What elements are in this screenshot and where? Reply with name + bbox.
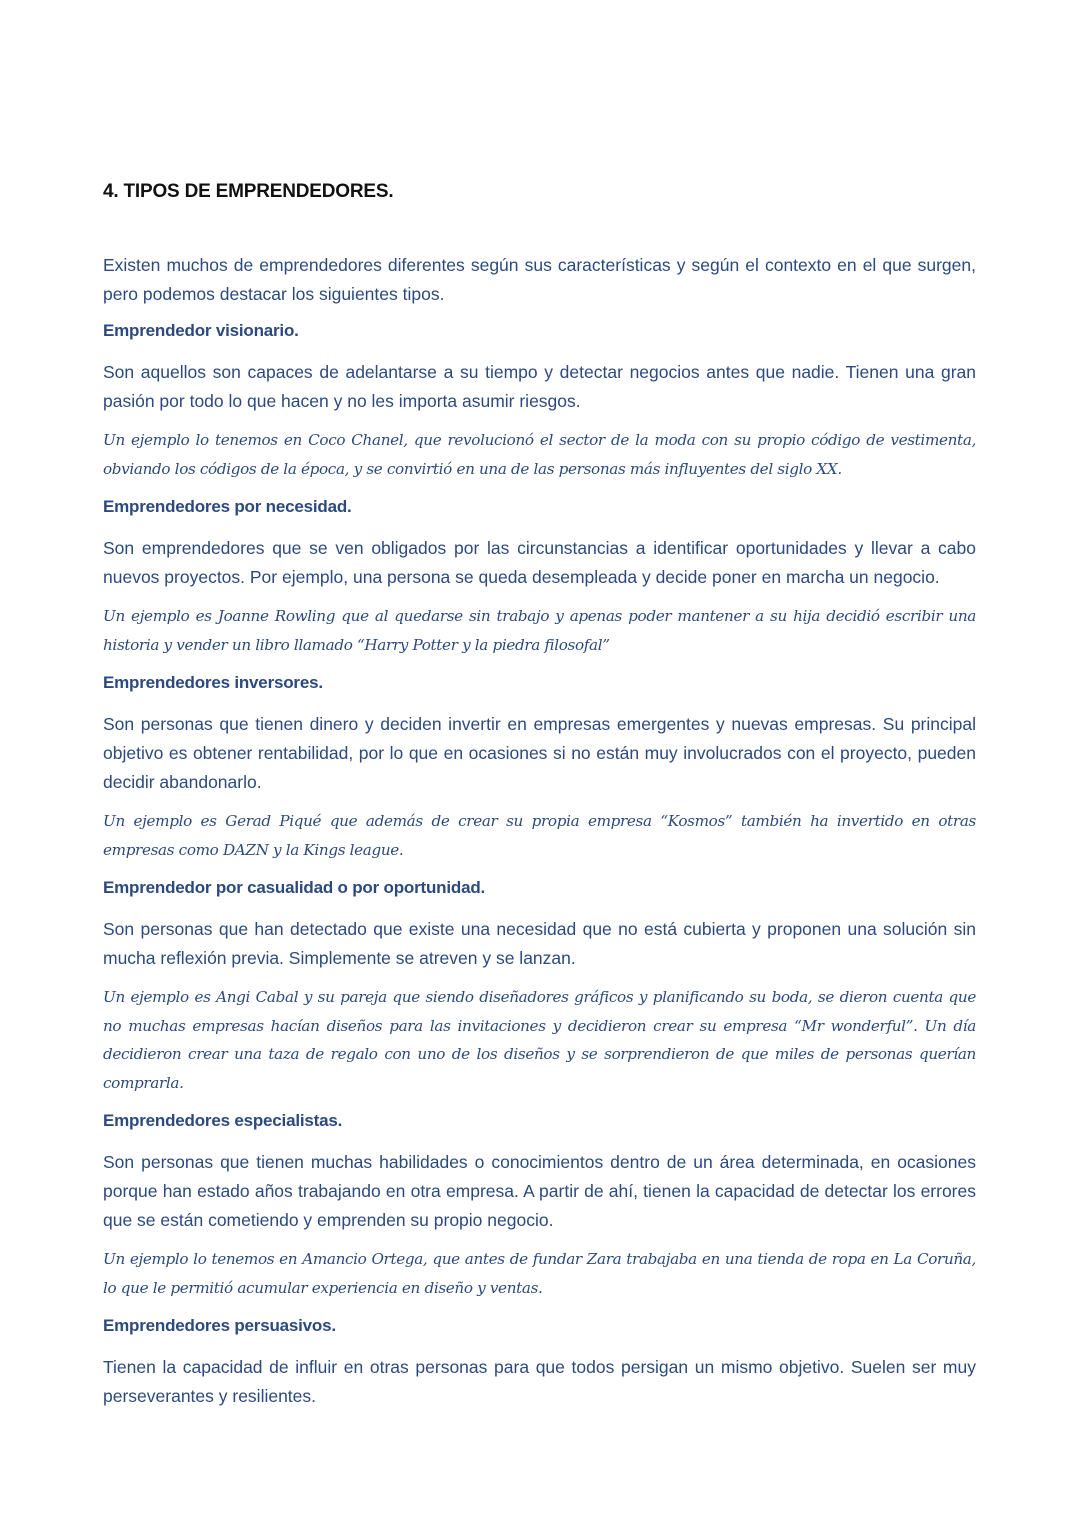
type-example: Un ejemplo lo tenemos en Amancio Ortega, que antes de fundar Zara trabajaba en una tienda de ropa en La Coruña, lo que le permitió acumular experiencia en diseño y ventas. xyxy=(103,1250,976,1297)
type-heading: Emprendedores persuasivos. xyxy=(103,1316,336,1335)
type-necesidad xyxy=(103,495,976,659)
type-description: Son personas que tienen muchas habilidades o conocimientos dentro de un área determinada, en ocasiones porque han estado años trabajando en otra empresa. A partir de ahí, tienen la capacidad de detectar los errores que se están cometiendo y emprenden su propio negocio. xyxy=(103,1152,976,1230)
type-heading: Emprendedores por necesidad. xyxy=(103,497,352,516)
type-description: Son emprendedores que se ven obligados por las circunstancias a identificar oportunidades y llevar a cabo nuevos proyectos. Por ejemplo, una persona se queda desempleada y decide poner en marcha un negocio. xyxy=(103,538,976,587)
type-heading: Emprendedor por casualidad o por oportunidad. xyxy=(103,878,486,897)
type-description: Son personas que han detectado que existe una necesidad que no está cubierta y proponen una solución sin mucha reflexión previa. Simplemente se atreven y se lanzan. xyxy=(103,919,976,968)
type-heading: Emprendedores especialistas. xyxy=(103,1111,343,1130)
type-heading: Emprendedor visionario. xyxy=(103,321,299,340)
intro-paragraph: Existen muchos de emprendedores diferentes según sus características y según el contexto en el que surgen, pero podemos destacar los siguientes tipos. xyxy=(103,255,976,304)
type-description: Son aquellos son capaces de adelantarse a su tiempo y detectar negocios antes que nadie. Tienen una gran pasión por todo lo que hacen y no les importa asumir riesgos. xyxy=(103,362,976,411)
type-description: Tienen la capacidad de influir en otras personas para que todos persigan un mismo objetivo. Suelen ser muy perseverantes y resilientes. xyxy=(103,1357,976,1406)
type-visionario xyxy=(103,319,976,483)
type-example: Un ejemplo lo tenemos en Coco Chanel, que revolucionó el sector de la moda con su propio código de vestimenta, obviando los códigos de la época, y se convirtió en una de las personas más influyentes del siglo XX. xyxy=(103,431,976,478)
section-title: 4. TIPOS DE EMPRENDEDORES. xyxy=(103,181,394,202)
type-example: Un ejemplo es Angi Cabal y su pareja que siendo diseñadores gráficos y planificando su boda, se dieron cuenta que no muchas empresas hacían diseños para las invitaciones y decidieron crear su empresa “Mr wonderful”. Un día decidieron crear una taza de regalo con uno de los diseños y se sorprendieron de que miles de personas querían comprarla. xyxy=(103,988,976,1092)
type-heading: Emprendedores inversores. xyxy=(103,673,323,692)
type-casualidad xyxy=(103,876,976,1097)
document-page xyxy=(103,181,976,1421)
type-description: Son personas que tienen dinero y deciden invertir en empresas emergentes y nuevas empresas. Su principal objetivo es obtener rentabilidad, por lo que en ocasiones si no están muy involucrados con el proyecto, pueden decidir abandonarlo. xyxy=(103,714,976,792)
type-example: Un ejemplo es Joanne Rowling que al quedarse sin trabajo y apenas poder mantener a su hija decidió escribir una historia y vender un libro llamado “Harry Potter y la piedra filosofal” xyxy=(103,607,976,654)
type-persuasivos xyxy=(103,1314,976,1411)
type-inversores xyxy=(103,671,976,864)
type-especialistas xyxy=(103,1109,976,1302)
type-example: Un ejemplo es Gerad Piqué que además de crear su propia empresa “Kosmos” también ha invertido en otras empresas como DAZN y la Kings league. xyxy=(103,812,976,859)
